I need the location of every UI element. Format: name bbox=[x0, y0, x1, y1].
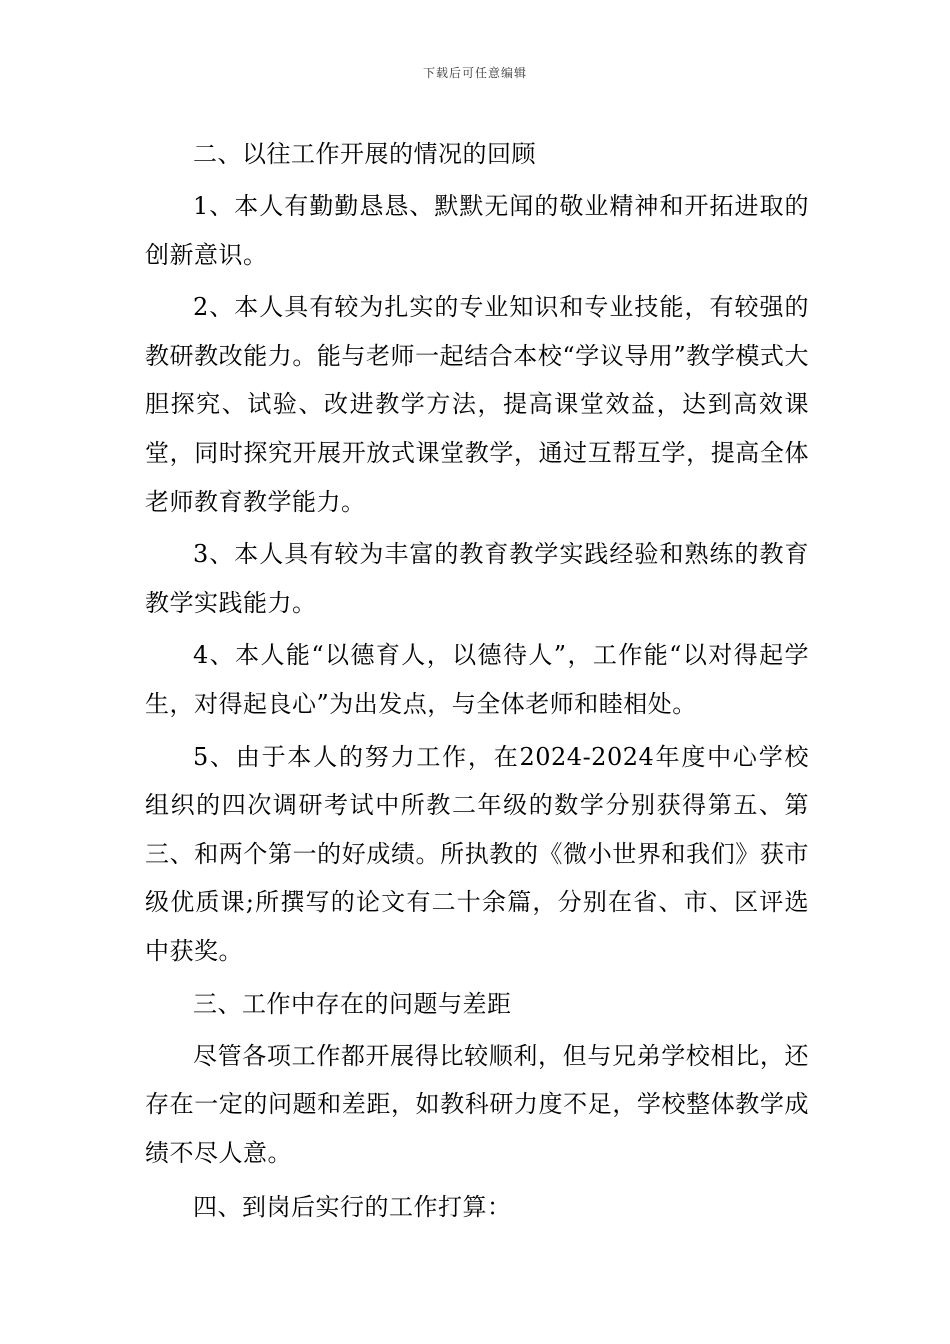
document-body bbox=[145, 128, 809, 1233]
paragraph-item-2: 2、本人具有较为扎实的专业知识和专业技能，有较强的教研教改能力。能与老师一起结合本校“学议导用”教学模式大胆探究、试验、改进教学方法，提高课堂效益，达到高效课堂，同时探究开展开放式课堂教学，通过互帮互学，提高全体老师教育教学能力。 bbox=[145, 293, 809, 516]
paragraph-item-5: 5、由于本人的努力工作，在2024-2024年度中心学校组织的四次调研考试中所教二年级的数学分别获得第五、第三、和两个第一的好成绩。所执教的《微小世界和我们》获市级优质课;所撰写的论文有二十余篇，分别在省、市、区评选中获奖。 bbox=[145, 742, 809, 965]
paragraph-item-4: 4、本人能“以德育人，以德待人”，工作能“以对得起学生，对得起良心”为出发点，与全体老师和睦相处。 bbox=[145, 641, 809, 718]
paragraph-item-3: 3、本人具有较为丰富的教育教学实践经验和熟练的教育教学实践能力。 bbox=[145, 540, 809, 617]
section-heading-problems: 三、工作中存在的问题与差距 bbox=[193, 989, 512, 1018]
section-heading-review: 二、以往工作开展的情况的回顾 bbox=[193, 140, 536, 168]
section-heading-plans: 四、到岗后实行的工作打算： bbox=[193, 1193, 512, 1222]
paragraph-item-1: 1、本人有勤勤恳恳、默默无闻的敬业精神和开拓进取的创新意识。 bbox=[145, 192, 809, 269]
page-header-note: 下载后可任意编辑 bbox=[422, 66, 527, 80]
paragraph-problems: 尽管各项工作都开展得比较顺利，但与兄弟学校相比，还存在一定的问题和差距，如教科研力度不足，学校整体教学成绩不尽人意。 bbox=[145, 1041, 809, 1167]
